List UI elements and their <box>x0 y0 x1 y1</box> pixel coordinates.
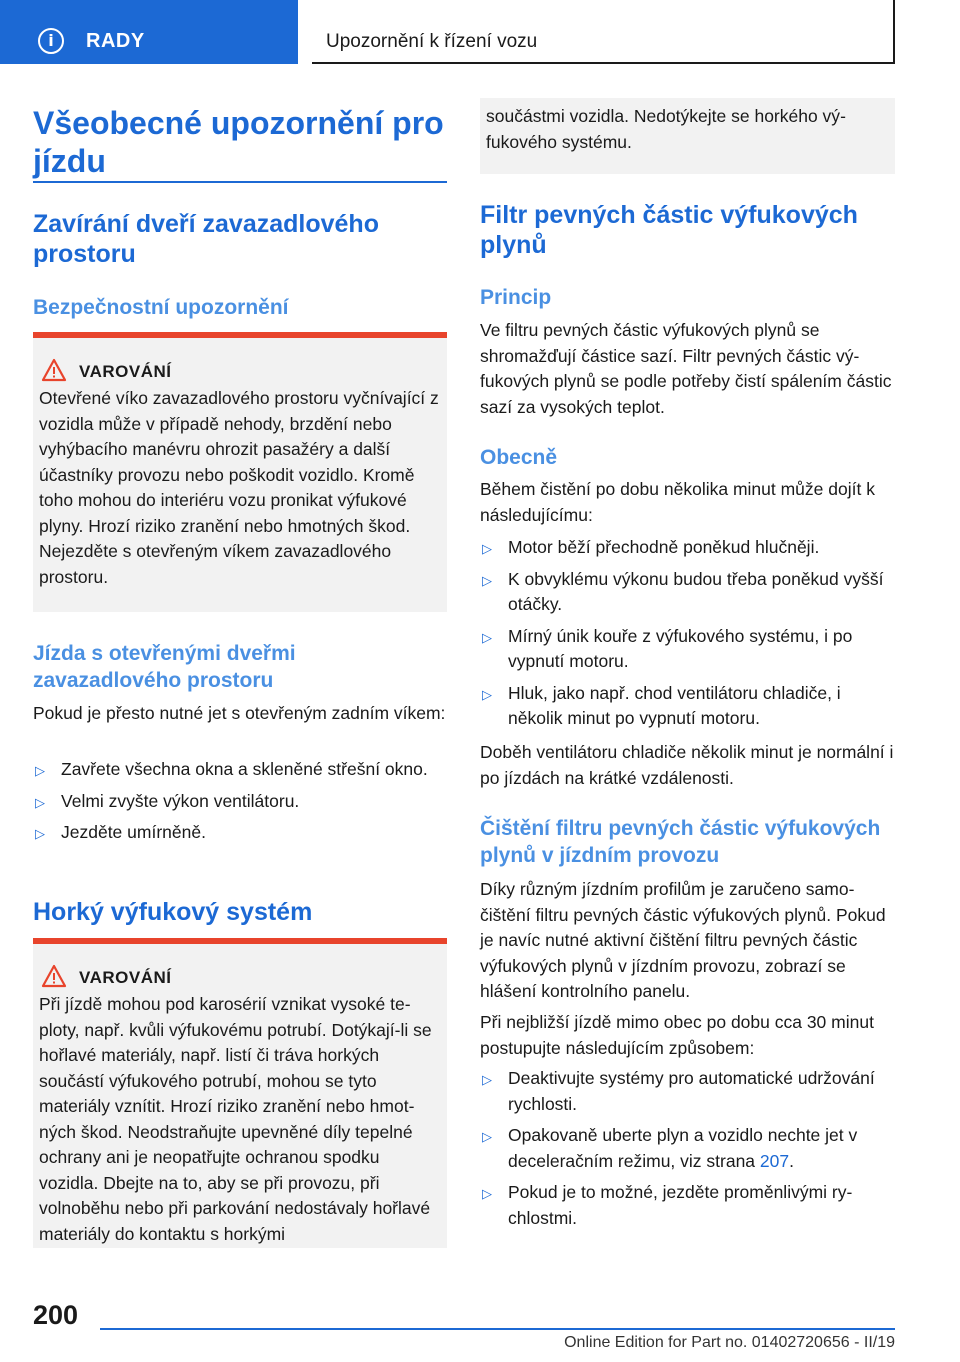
header-section-label: RADY <box>86 30 145 52</box>
warning-box-continued <box>480 98 895 174</box>
triangle-bullet-icon: ▷ <box>35 826 45 841</box>
triangle-bullet-icon: ▷ <box>482 1129 492 1144</box>
info-icon: i <box>38 28 64 54</box>
list-item: ▷ Motor běží přechodně poněkud hlučněji. <box>480 535 895 561</box>
header-chapter-label: Upozornění k řízení vozu <box>326 31 538 52</box>
list-item: ▷ Pokud je to možné, jezděte proměnlivými rychlostmi. <box>482 1182 853 1228</box>
section-heading: Filtr pevných částic výfukových plynů <box>480 201 858 259</box>
warning-text: Při jízdě mohou pod karosérií vznikat vysoké teploty, např. kvůli výfukovému potrubí. Dotýkají-li se hořlavé materiály, např. listí či tráva horkých součástí výfukového potrubí, mohou se tyto materiály vznítit. Hrozí riziko zranění nebo hmotných škod. Neodstraňujte upevněné díly tepelné ochrany ani je neopatřujte ochranou spodku vozidla. Dbejte na to, aby se při provozu, při volnoběhu nebo při parkování nedostávaly hořlavé materiály do kontaktu s horkými <box>39 994 432 1244</box>
subsection-heading: Bezpečnostní upozornění <box>33 296 289 319</box>
list-item: ▷ Velmi zvyšte výkon ventilátoru. <box>33 789 447 815</box>
subsection-heading: Obecně <box>480 446 558 469</box>
footer-edition: Online Edition for Part no. 01402720656 - II/19 <box>564 1334 895 1351</box>
paragraph: Při nejbližší jízdě mimo obec po dobu cca 30 minut postupujte následujícím způsobem: <box>480 1012 874 1058</box>
header-chapter-box <box>312 0 895 64</box>
triangle-bullet-icon: ▷ <box>35 763 45 778</box>
page-number: 200 <box>33 1300 79 1330</box>
triangle-bullet-icon: ▷ <box>482 541 492 556</box>
triangle-bullet-icon: ▷ <box>482 1186 492 1201</box>
triangle-bullet-icon: ▷ <box>35 794 45 810</box>
section-heading: Zavírání dveří zavazadlového prostoru <box>33 210 379 268</box>
list-item: ▷ Opakovaně uberte plyn a vozidlo nechte jet v deceleračním režimu, viz strana 207. <box>482 1125 858 1171</box>
list-item: ▷ Hluk, jako např. chod ventilátoru chladiče, i několik minut po vypnutí motoru. <box>482 682 841 728</box>
warning-triangle-icon <box>41 964 67 988</box>
warning-box <box>33 332 447 612</box>
bullet-list <box>480 535 895 738</box>
warning-box <box>33 938 447 1248</box>
warning-text: součástmi vozidla. Nedotýkejte se horkého výfukového systému. <box>486 106 846 152</box>
list-item: ▷ Deaktivujte systémy pro automatické udržování rychlosti. <box>482 1068 875 1114</box>
triangle-bullet-icon: ▷ <box>482 1072 492 1087</box>
warning-triangle-icon <box>41 358 67 382</box>
paragraph: Ve filtru pevných částic výfukových plynů se shromažďují částice sazí. Filtr pevných částic výfukových plynů se podle potřeby čistí spálením částic sazí za vysokých teplot. <box>480 320 892 417</box>
warning-title: VAROVÁNÍ <box>79 362 172 381</box>
paragraph: Během čistění po dobu několika minut může dojít k následujícímu: <box>480 479 875 525</box>
list-item: ▷ Jezděte umírněně. <box>33 820 447 846</box>
bullet-list <box>33 757 447 852</box>
triangle-bullet-icon: ▷ <box>482 572 492 588</box>
page-title: Všeobecné upozornění pro jízdu <box>33 105 444 179</box>
subsection-heading: Princip <box>480 286 552 309</box>
page-link[interactable]: 207 <box>759 1150 790 1171</box>
list-item: ▷ Mírný únik kouře z výfukového systému, i po vypnutí motoru. <box>482 625 853 671</box>
subsection-heading: Jízda s otevřenými dveřmi zavazadlového prostoru <box>33 642 296 692</box>
section-heading: Horký výfukový systém <box>33 898 313 926</box>
footer-rule <box>100 1328 895 1330</box>
warning-text: Otevřené víko zavazadlového prostoru vyčnívající z vozidla může v případě nehody, brzdění nebo vyhýbacího manévru ohrozit pasažéry a další účastníky provozu nebo poškodit vozidlo. Kromě toho mohou do interiéru vozu pronikat výfukové plyny. Hrozí riziko zranění nebo hmotných škod. Nejezděte s otevřeným víkem zavazadlového prostoru. <box>39 388 439 587</box>
paragraph: Díky různým jízdním profilům je zaručeno samočištění filtru pevných částic výfukových plynů. Pokud je navíc nutné aktivní čištění filtru pevných částic výfukových plynů v jízdním provozu, zobrazí se hlášení kontrolního panelu. <box>480 879 886 1001</box>
paragraph: Doběh ventilátoru chladiče několik minut je normální i po jízdách na krátké vzdálenosti. <box>480 742 894 788</box>
paragraph: Pokud je přesto nutné jet s otevřeným zadním víkem: <box>33 703 446 723</box>
triangle-bullet-icon: ▷ <box>482 686 492 702</box>
list-item: ▷ Zavřete všechna okna a skleněné střešní okno. <box>33 757 447 783</box>
triangle-bullet-icon: ▷ <box>482 629 492 645</box>
subsection-heading: Čištění filtru pevných částic výfukových plynů v jízdním provozu <box>480 817 881 867</box>
warning-title: VAROVÁNÍ <box>79 968 172 987</box>
bullet-list <box>480 1066 895 1237</box>
title-rule <box>33 181 447 183</box>
header-section-tab <box>0 0 298 64</box>
list-item: ▷ K obvyklému výkonu budou třeba poněkud vyšší otáčky. <box>482 568 884 614</box>
